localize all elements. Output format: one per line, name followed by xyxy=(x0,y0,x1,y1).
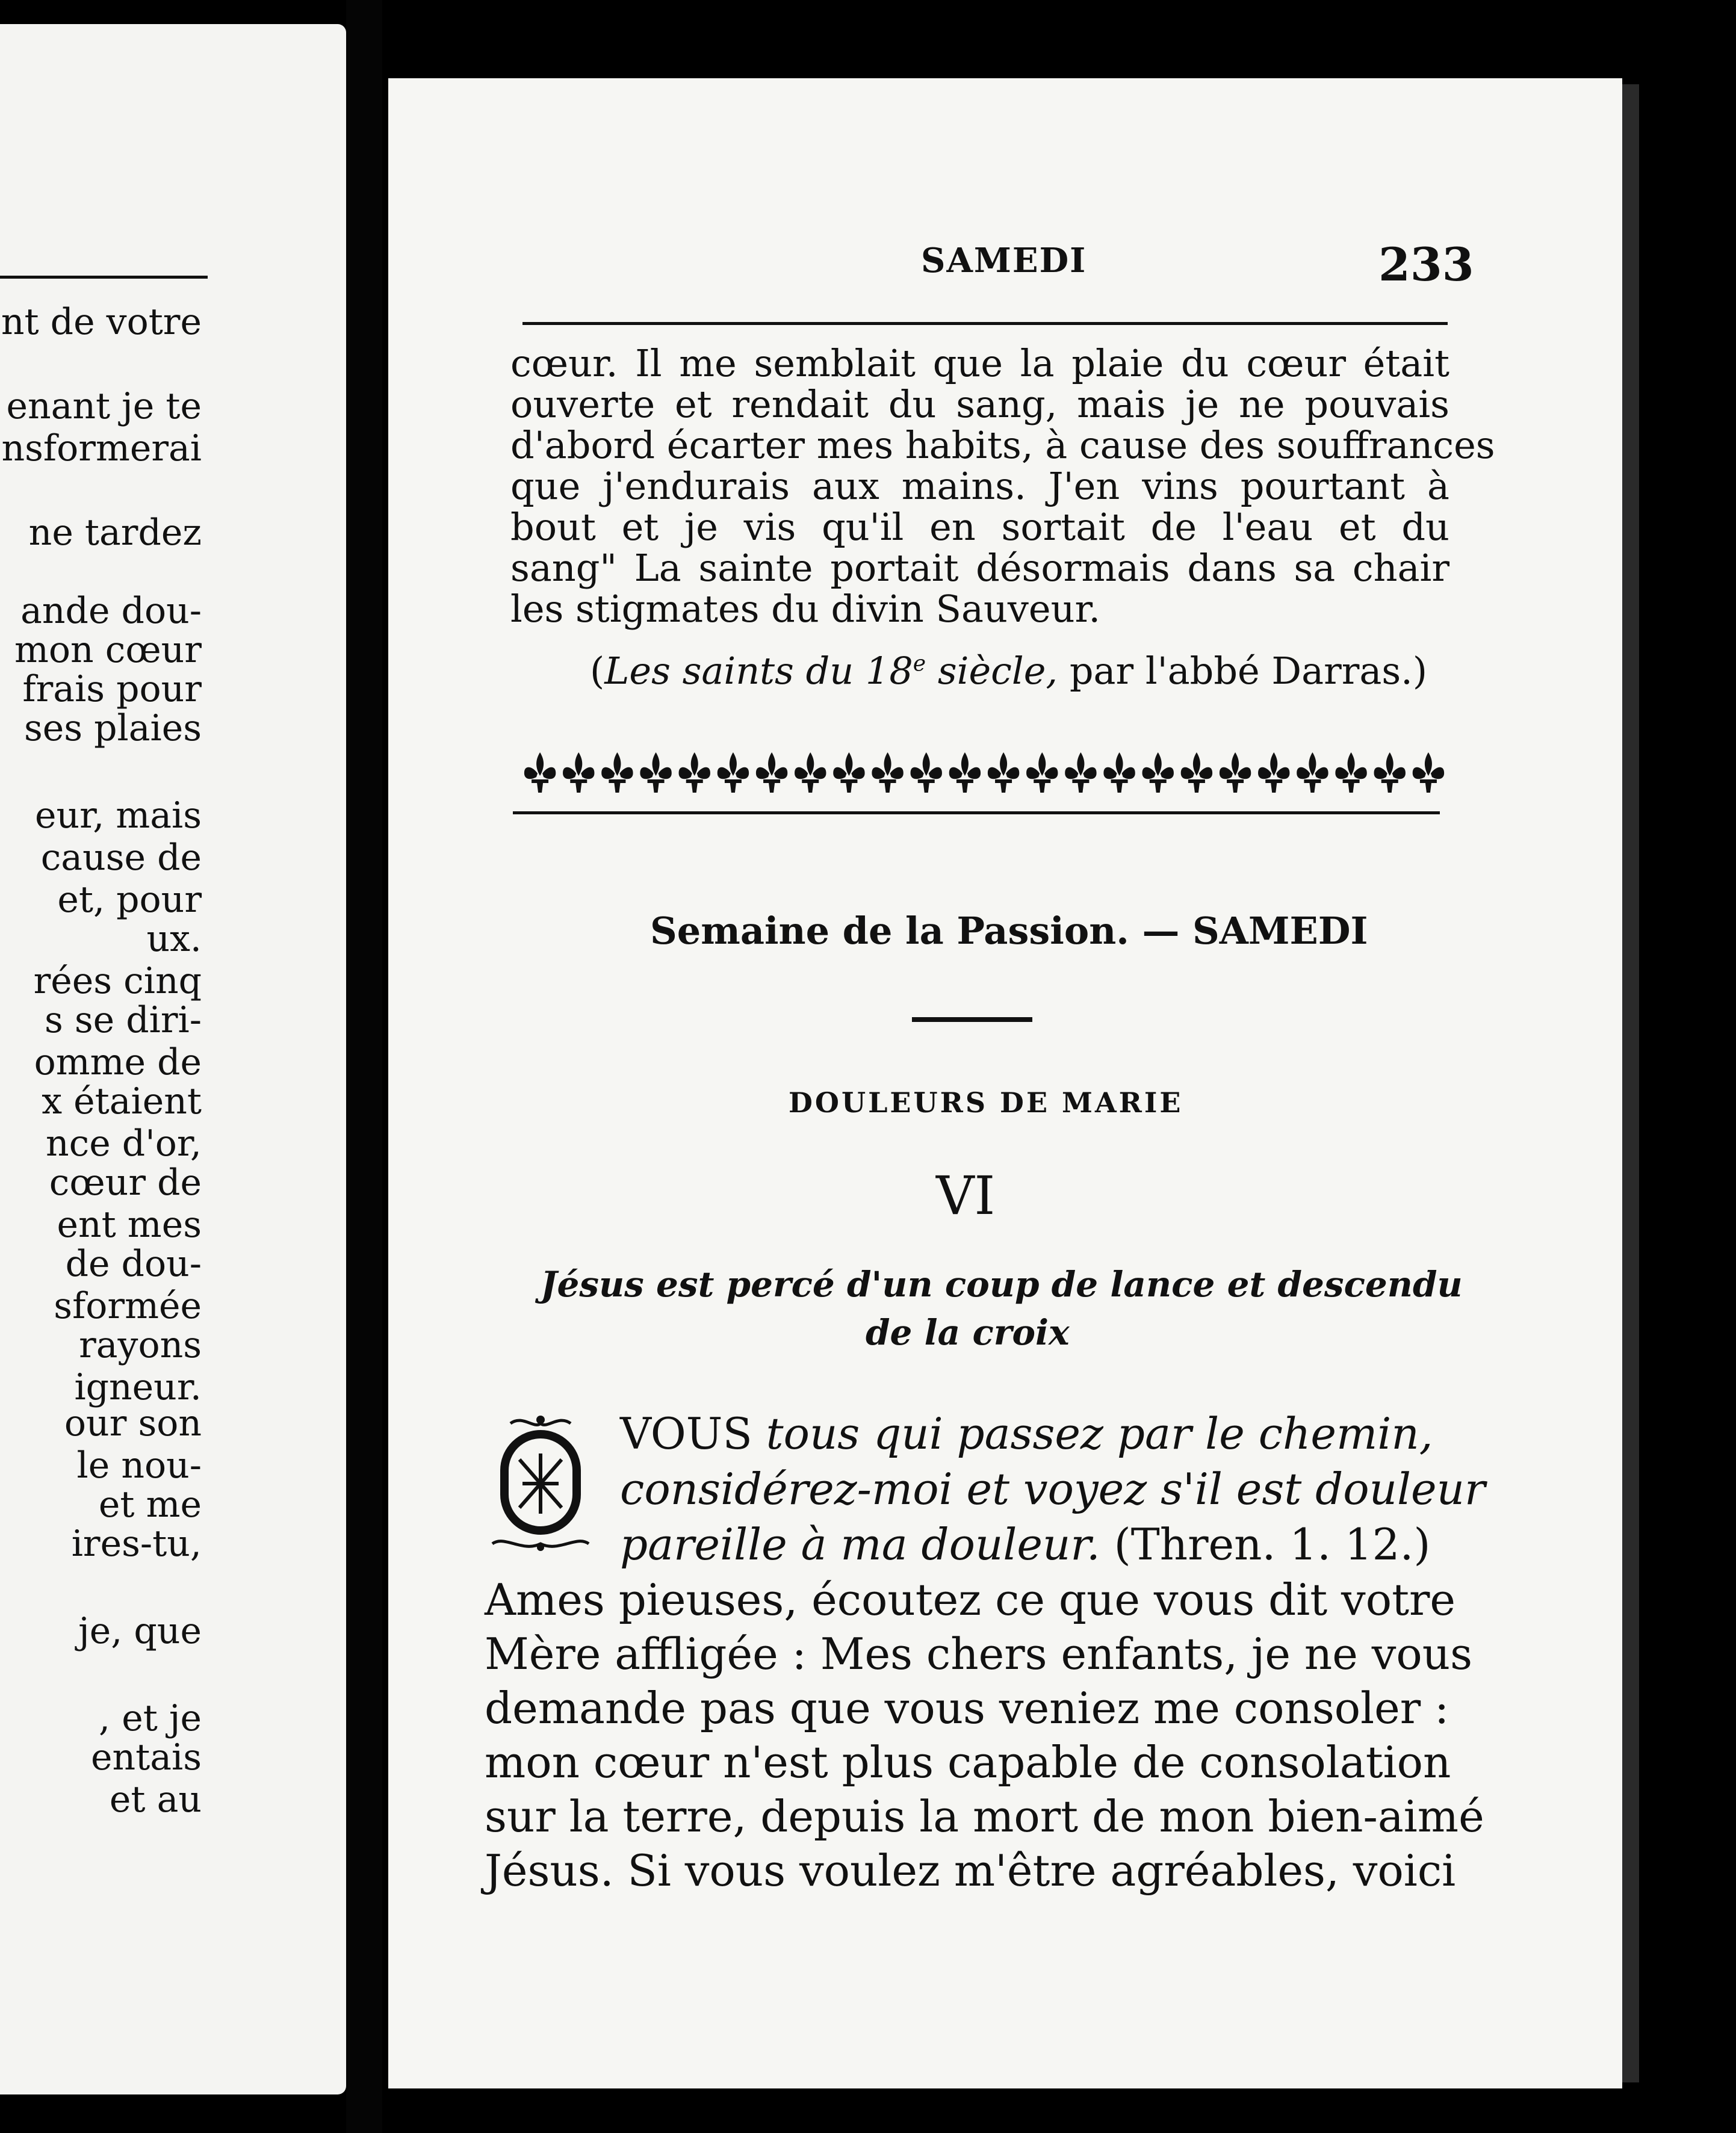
paragraph-line: bout et je vis qu'il en sortait de l'eau et du xyxy=(510,505,1449,549)
paragraph-line: ouverte et rendait du sang, mais je ne pouvais xyxy=(510,382,1449,426)
left-page xyxy=(0,24,346,2094)
caption-line-1: Jésus est percé d'un coup de lance et descendu xyxy=(541,1264,1463,1305)
paragraph-line: que j'endurais aux mains. J'en vins pourtant à xyxy=(510,464,1449,508)
ornament-rule xyxy=(513,811,1440,814)
left-page-rule xyxy=(0,276,208,279)
fleur-de-lis-icon xyxy=(563,752,594,793)
body-line: demande pas que vous veniez me consoler : xyxy=(485,1683,1449,1733)
fleur-de-lis-ornament-band xyxy=(521,749,1448,797)
section-heading: Semaine de la Passion. — SAMEDI xyxy=(650,909,1368,953)
left-page-line: nce d'or, xyxy=(45,1122,202,1165)
opening-italic: pareille à ma douleur. xyxy=(620,1519,1100,1570)
fleur-de-lis-icon xyxy=(795,752,826,793)
left-page-line: cœur de xyxy=(49,1162,202,1204)
left-page-line: frais pour xyxy=(22,668,202,710)
left-page-line: ent mes xyxy=(57,1204,202,1246)
left-page-line: x étaient xyxy=(42,1080,202,1122)
fleur-de-lis-icon xyxy=(988,752,1019,793)
header-rule xyxy=(522,322,1448,325)
paragraph-line: sang" La sainte portait désormais dans sa chair xyxy=(510,546,1449,590)
left-page-line: cause de xyxy=(40,837,202,879)
fleur-de-lis-icon xyxy=(949,752,981,793)
fleur-de-lis-icon xyxy=(1220,752,1251,793)
left-page-line: et me xyxy=(98,1484,202,1526)
page-edge xyxy=(1622,84,1639,2082)
left-page-line: eur, mais xyxy=(34,794,202,837)
fleur-de-lis-icon xyxy=(524,752,556,793)
left-page-line: ses plaies xyxy=(23,707,202,749)
fleur-de-lis-icon xyxy=(1103,752,1135,793)
left-page-line: rayons xyxy=(79,1324,202,1366)
fleur-de-lis-icon xyxy=(911,752,942,793)
fleur-de-lis-icon xyxy=(1181,752,1212,793)
left-page-line: enant je te xyxy=(6,385,202,427)
caption-line-2: de la croix xyxy=(866,1312,1070,1353)
short-rule xyxy=(912,1017,1032,1022)
citation-open: ( xyxy=(590,649,605,693)
fleur-de-lis-icon xyxy=(601,752,633,793)
body-line: Ames pieuses, écoutez ce que vous dit votre xyxy=(485,1574,1456,1625)
body-line: sur la terre, depuis la mort de mon bien-aimé xyxy=(485,1791,1484,1842)
opening-line-3 xyxy=(620,1519,1430,1570)
left-page-line: et, pour xyxy=(57,879,202,921)
left-page-line: sformée xyxy=(54,1285,202,1327)
fleur-de-lis-icon xyxy=(1374,752,1406,793)
citation-sup: e xyxy=(913,651,926,676)
left-page-line: et au xyxy=(109,1779,202,1821)
citation-title-b: siècle, xyxy=(926,649,1058,693)
left-page-line: ne tardez xyxy=(28,512,202,554)
left-page-line: , et je xyxy=(99,1697,202,1739)
left-page-line: je, que xyxy=(78,1610,202,1652)
left-page-line: our son xyxy=(64,1402,202,1444)
paragraph-line: les stigmates du divin Sauveur. xyxy=(510,587,1101,631)
opening-line-1 xyxy=(620,1408,1433,1459)
left-page-line: omme de xyxy=(34,1041,202,1083)
fleur-de-lis-icon xyxy=(640,752,671,793)
left-page-line: ires-tu, xyxy=(71,1523,202,1565)
opening-plain: VOUS xyxy=(620,1408,766,1459)
citation-rest: par l'abbé Darras.) xyxy=(1058,649,1428,693)
running-head-title: SAMEDI xyxy=(921,241,1087,280)
body-line: Jésus. Si vous voulez m'être agréables, voici xyxy=(485,1845,1456,1896)
opening-italic: considérez-moi et voyez s'il est douleur xyxy=(620,1464,1486,1514)
citation xyxy=(590,649,1427,693)
drop-cap-letter xyxy=(495,1426,585,1547)
fleur-de-lis-icon xyxy=(679,752,710,793)
left-page-line: s se diri- xyxy=(45,999,202,1041)
left-page-line: ux. xyxy=(146,918,202,960)
top-paragraph xyxy=(510,341,1495,631)
left-page-line: rées cinq xyxy=(33,960,202,1002)
paragraph-line: d'abord écarter mes habits, à cause des souffrances xyxy=(510,423,1495,467)
fleur-de-lis-icon xyxy=(1258,752,1289,793)
left-page-line: ande dou- xyxy=(20,590,202,632)
fleur-de-lis-icon xyxy=(1335,752,1366,793)
citation-title-a: Les saints du 18 xyxy=(604,649,913,693)
book-spine xyxy=(346,0,382,2133)
fleur-de-lis-icon xyxy=(1026,752,1058,793)
fleur-de-lis-icon xyxy=(756,752,787,793)
page-number: 233 xyxy=(1378,238,1474,291)
fleur-de-lis-icon xyxy=(872,752,903,793)
left-page-line: nt de votre xyxy=(1,301,202,343)
fleur-de-lis-icon xyxy=(1142,752,1174,793)
paragraph-line: cœur. Il me semblait que la plaie du cœur était xyxy=(510,341,1449,385)
body-line: Mère affligée : Mes chers enfants, je ne vous xyxy=(485,1629,1473,1679)
subheading: DOULEURS DE MARIE xyxy=(789,1086,1183,1119)
left-page-line: de dou- xyxy=(65,1243,202,1285)
opening-line-2 xyxy=(620,1464,1486,1514)
fleur-de-lis-icon xyxy=(718,752,749,793)
left-page-line: igneur. xyxy=(74,1366,202,1408)
left-page-line: le nou- xyxy=(76,1444,202,1487)
fleur-de-lis-icon xyxy=(1065,752,1096,793)
fleur-de-lis-icon xyxy=(833,752,864,793)
body-line: mon cœur n'est plus capable de consolation xyxy=(485,1737,1451,1788)
fleur-de-lis-icon xyxy=(1413,752,1444,793)
chapter-numeral: VI xyxy=(936,1165,996,1227)
left-page-line: entais xyxy=(90,1736,202,1779)
opening-plain: (Thren. 1. 12.) xyxy=(1100,1519,1431,1570)
citation-title xyxy=(604,649,1058,693)
fleur-de-lis-icon xyxy=(1297,752,1328,793)
left-page-line: nsformerai xyxy=(1,427,202,469)
opening-italic: tous qui passez par le chemin, xyxy=(766,1408,1433,1459)
left-page-line: mon cœur xyxy=(14,629,202,671)
